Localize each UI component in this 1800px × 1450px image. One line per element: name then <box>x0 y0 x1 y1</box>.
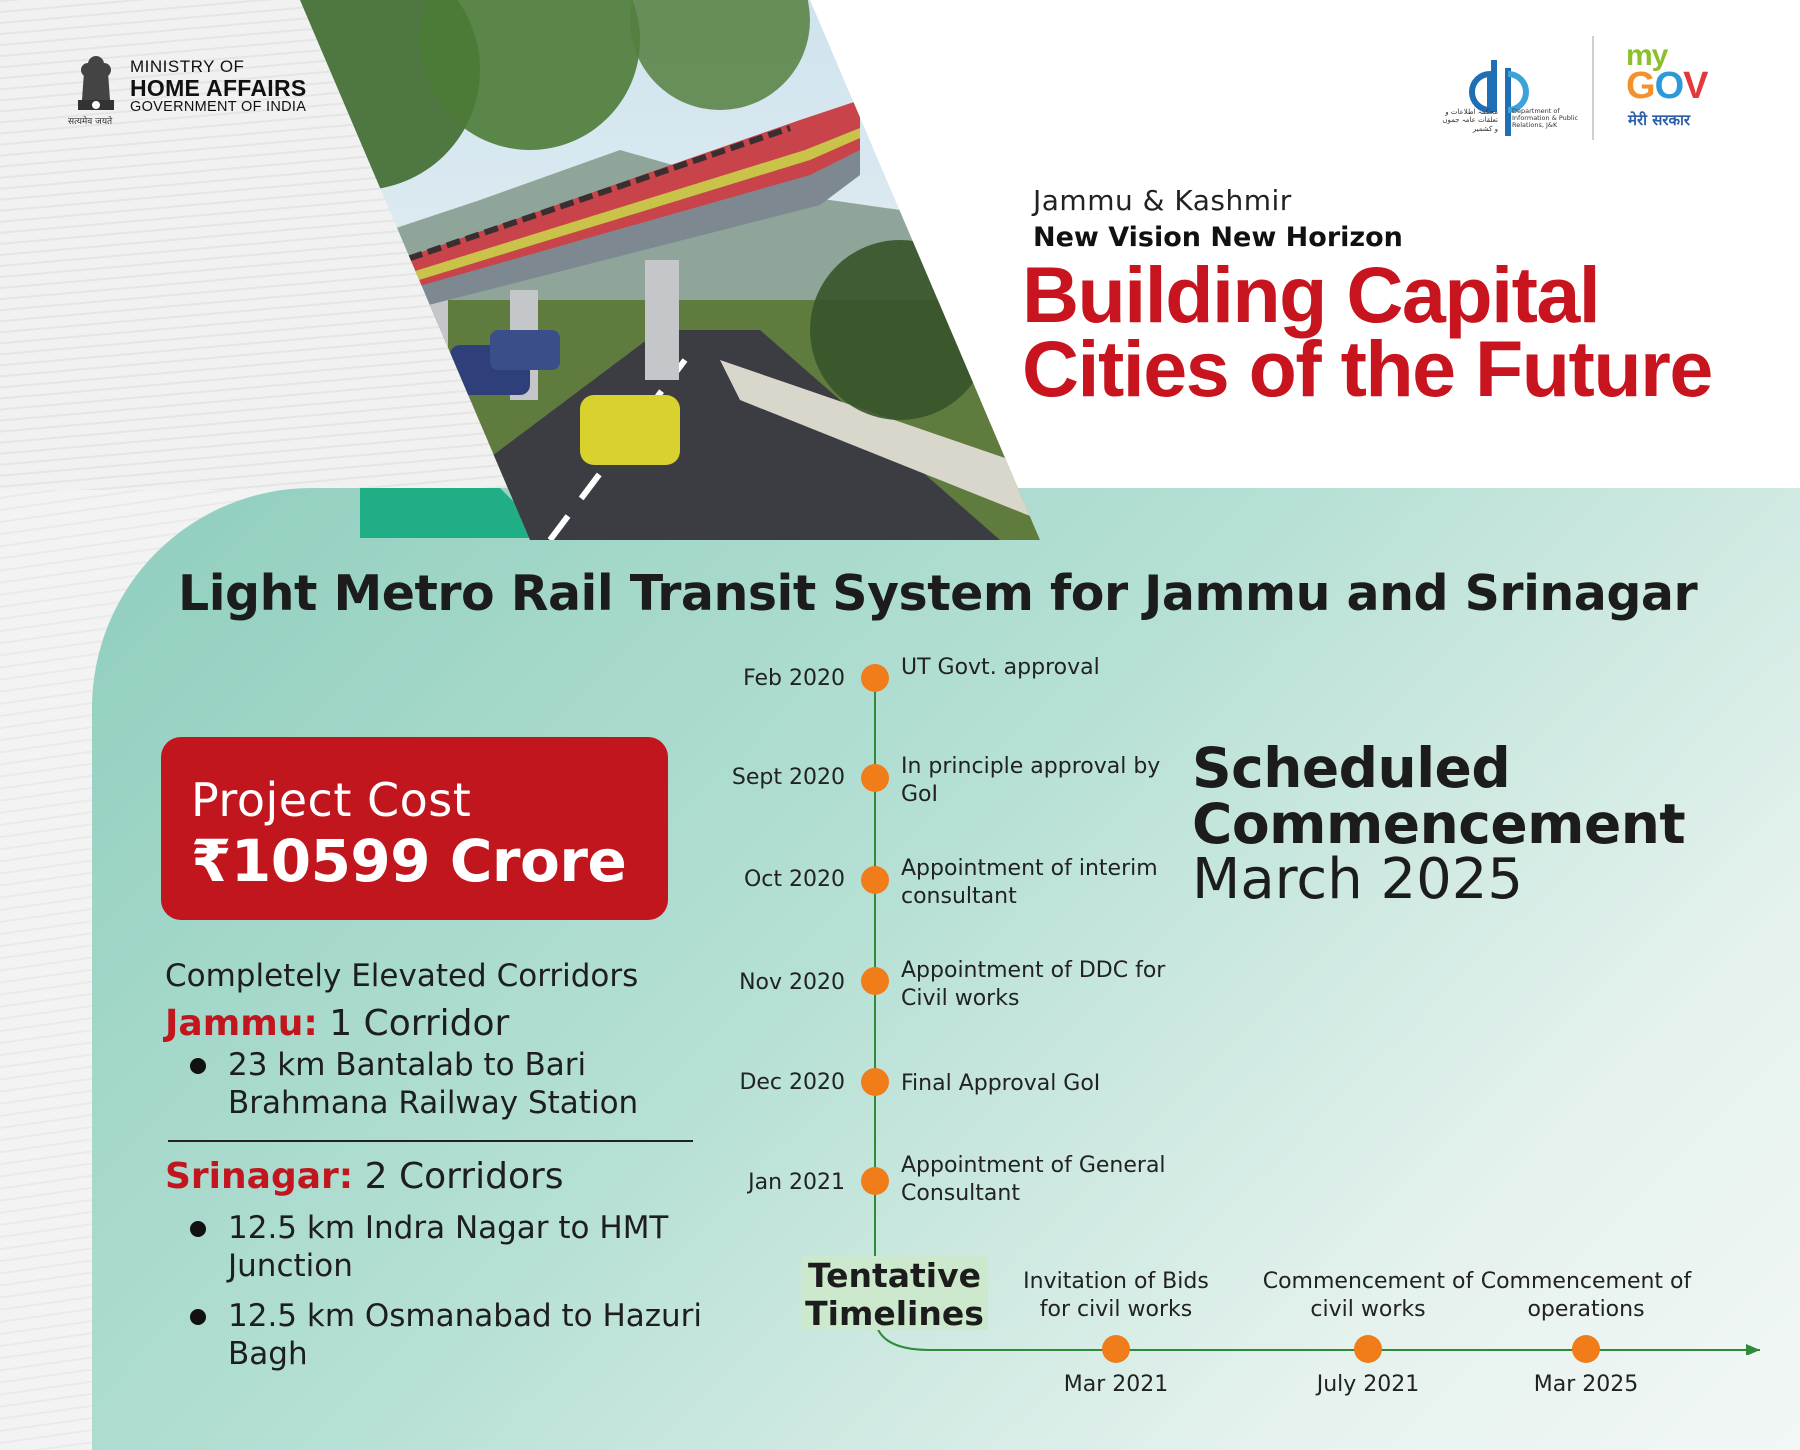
dip-caption: Department of Information & Public Relations, J&K <box>1512 107 1579 130</box>
bullet-icon <box>190 1221 206 1237</box>
srinagar-name: Srinagar: <box>165 1156 354 1197</box>
timeline-node <box>861 1068 889 1096</box>
srinagar-corridor-1: 12.5 km Indra Nagar to HMT Junction <box>228 1210 669 1284</box>
bullet-icon <box>190 1309 206 1325</box>
jammu-heading <box>165 1003 509 1044</box>
tentative-line2: Timelines <box>805 1294 984 1333</box>
ministry-line3: GOVERNMENT OF INDIA <box>130 98 307 115</box>
timeline-node <box>861 764 889 792</box>
timeline-date: Jan 2021 <box>748 1170 845 1195</box>
timeline-node <box>861 664 889 692</box>
timeline-desc: Final Approval GoI <box>901 1071 1101 1096</box>
timeline-date: Nov 2020 <box>739 970 845 995</box>
mygov-my: my <box>1626 39 1668 72</box>
bullet-icon <box>190 1058 206 1074</box>
timeline-node <box>1572 1335 1600 1363</box>
tentative-line1: Tentative <box>807 1256 982 1295</box>
headline-line2: Cities of the Future <box>1022 324 1712 413</box>
mygov-g: G <box>1626 65 1655 107</box>
timeline-date: Sept 2020 <box>731 765 845 790</box>
timeline-date: Feb 2020 <box>743 666 845 691</box>
timeline-desc: Commencement of civil works <box>1262 1269 1474 1322</box>
scheduled-date: March 2025 <box>1192 847 1524 912</box>
timeline-node <box>1354 1335 1382 1363</box>
timeline-node <box>861 1167 889 1195</box>
timeline-date: Mar 2025 <box>1533 1372 1639 1397</box>
timeline-date: July 2021 <box>1316 1372 1420 1397</box>
scheduled-line1: Scheduled <box>1192 736 1511 800</box>
srinagar-count: 2 Corridors <box>364 1156 564 1197</box>
timeline-node <box>1102 1335 1130 1363</box>
jammu-name: Jammu: <box>165 1003 318 1044</box>
timeline-desc: In principle approval by GoI <box>901 754 1161 807</box>
ministry-line2: HOME AFFAIRS <box>130 74 307 101</box>
section-title: Light Metro Rail Transit System for Jammu and Srinagar <box>178 565 1698 622</box>
national-emblem-icon <box>70 52 122 122</box>
scheduled-commencement <box>1192 736 1686 912</box>
timeline-desc: Appointment of General Consultant <box>901 1153 1166 1206</box>
timeline-desc: Appointment of DDC for Civil works <box>901 958 1166 1011</box>
project-cost-box <box>161 737 668 920</box>
srinagar-heading <box>165 1156 564 1197</box>
timeline-desc: UT Govt. approval <box>901 655 1100 680</box>
jammu-corridor-1: 23 km Bantalab to Bari Brahmana Railway Station <box>228 1047 639 1121</box>
timeline-date: Dec 2020 <box>739 1070 845 1095</box>
mygov-v: V <box>1683 65 1708 107</box>
timeline-node <box>861 866 889 894</box>
mygov-logo <box>1626 39 1708 107</box>
corridors-heading: Completely Elevated Corridors <box>165 958 639 994</box>
srinagar-corridor-2: 12.5 km Osmanabad to Hazuri Bagh <box>228 1298 703 1372</box>
timeline-desc: Appointment of interim consultant <box>901 856 1158 909</box>
logo-divider <box>1592 36 1594 140</box>
jammu-count: 1 Corridor <box>329 1003 510 1044</box>
timeline-node <box>861 967 889 995</box>
mygov-o: O <box>1654 65 1684 107</box>
tagline: New Vision New Horizon <box>1033 222 1403 253</box>
tentative-timelines-label <box>801 1256 988 1333</box>
headline <box>1022 250 1712 413</box>
timeline-desc: Commencement of operations <box>1480 1269 1692 1322</box>
mygov-subtitle: मेरी सरकार <box>1628 111 1691 129</box>
scheduled-line2: Commencement <box>1192 792 1686 856</box>
mha-logo <box>70 52 307 122</box>
project-cost-label: Project Cost <box>191 773 472 827</box>
project-cost-value: ₹10599 Crore <box>191 827 627 895</box>
ministry-line1: MINISTRY OF <box>130 57 245 76</box>
emblem-caption: सत्यमेव जयते <box>68 117 113 127</box>
timeline-date: Mar 2021 <box>1063 1372 1169 1397</box>
timeline-desc: Invitation of Bids for civil works <box>1023 1269 1209 1322</box>
region-label: Jammu & Kashmir <box>1033 184 1292 217</box>
dip-urdu-caption: محکمہ اطلاعات و تعلقات عامہ جموں و کشمیر <box>1442 108 1498 133</box>
headline-line1: Building Capital <box>1022 250 1600 339</box>
timeline-date: Oct 2020 <box>743 867 845 892</box>
divider <box>168 1140 693 1142</box>
